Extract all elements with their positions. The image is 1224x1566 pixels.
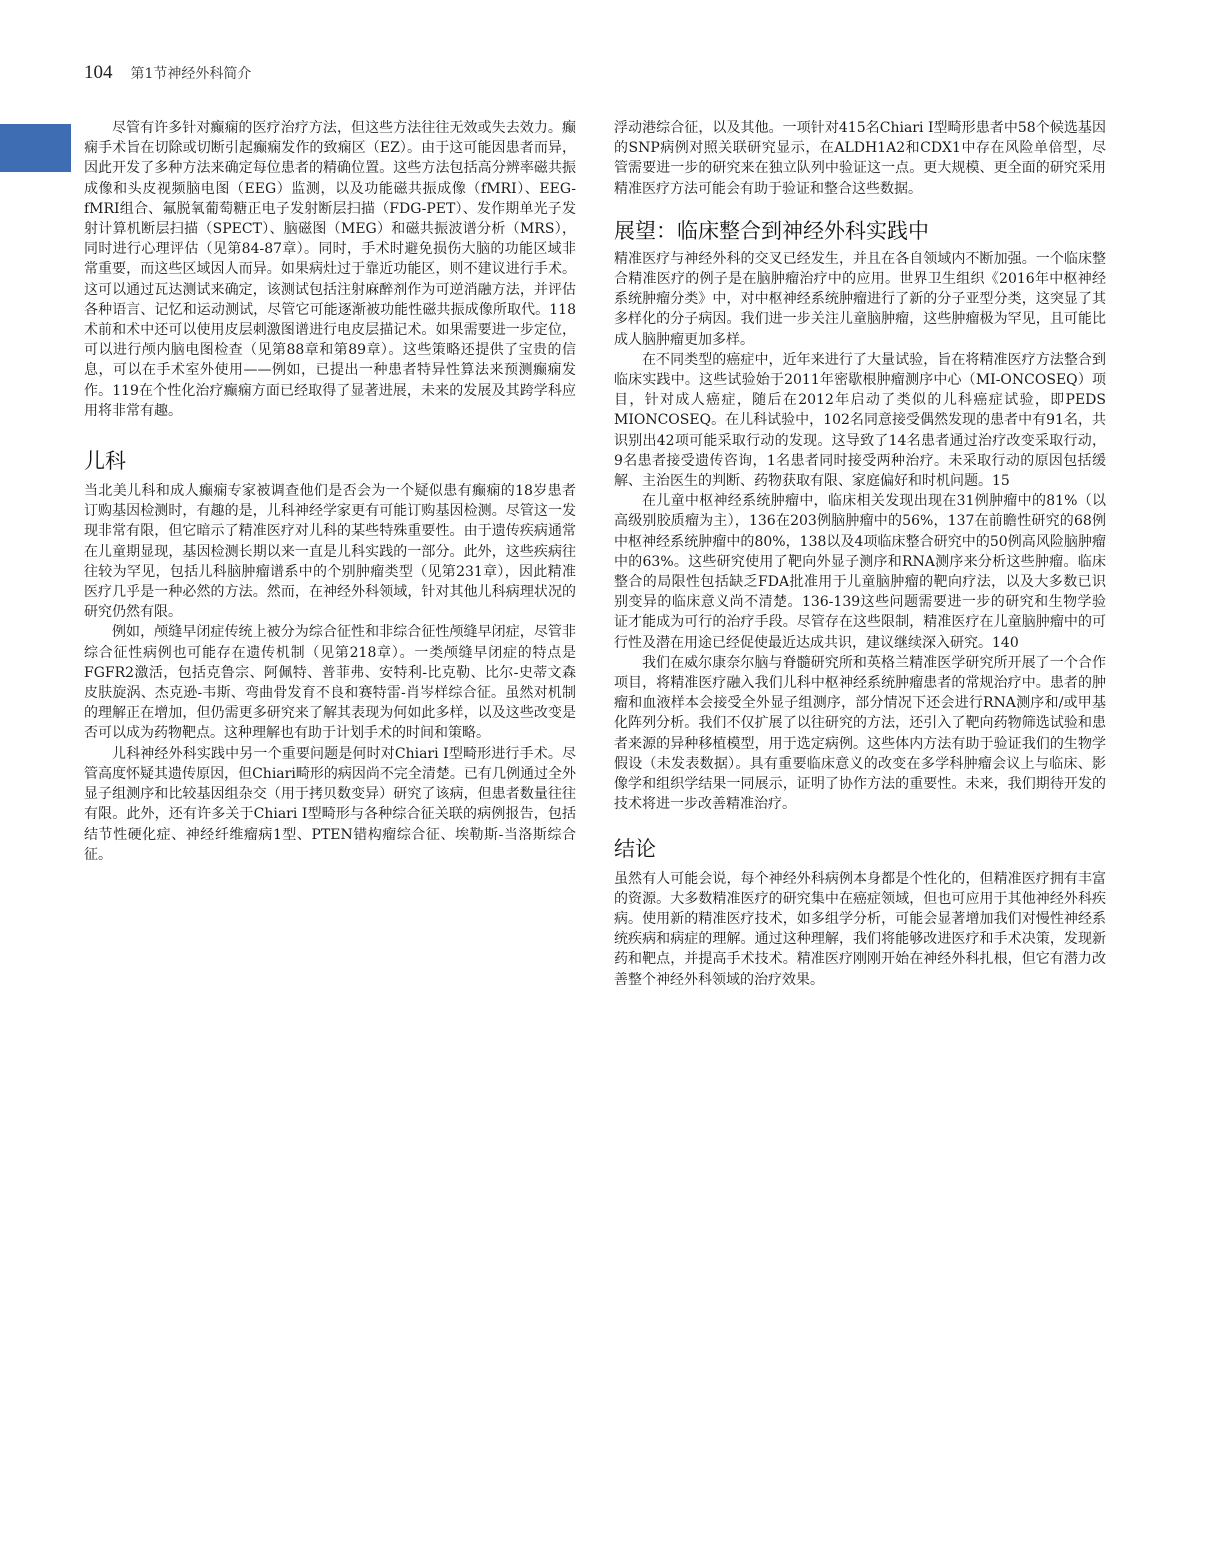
body-paragraph: 我们在威尔康奈尔脑与脊髓研究所和英格兰精准医学研究所开展了一个合作项目，将精准医疗融入我们儿科中枢神经系统肿瘤患者的常规治疗中。患者的肿瘤和血液样本会接受全外显子组测序，部分情况下还会进行RNA测序和/或甲基化阵列分析。我们不仅扩展了以往研究的方法，还引入了靶向药物筛选试验和患者来源的异种移植模型，用于选定病例。这些体内方法有助于验证我们的生物学假设（未发表数据）。具有重要临床意义的改变在多学科肿瘤会议上与临床、影像学和组织学结果一同展示，证明了协作方法的重要性。未来，我们期待开发的技术将进一步改善精准治疗。 xyxy=(614,654,1106,813)
left-column xyxy=(84,118,576,865)
page-number: 104 xyxy=(84,62,113,83)
section-heading-conclusion: 结论 xyxy=(614,836,656,861)
running-title: 第1节神经外科简介 xyxy=(130,66,252,82)
chapter-color-tab xyxy=(0,124,71,172)
body-paragraph: 当北美儿科和成人癫痫专家被调查他们是否会为一个疑似患有癫痫的18岁患者订购基因检测时，有趣的是，儿科神经学家更有可能订购基因检测。尽管这一发现非常有限，但它暗示了精准医疗对儿科的某些特殊重要性。由于遗传疾病通常在儿童期显现，基因检测长期以来一直是儿科实践的一部分。此外，这些疾病往往较为罕见，包括儿科脑肿瘤谱系中的个别肿瘤类型（见第231章），因此精准医疗几乎是一种必然的方法。然而，在神经外科领域，针对其他儿科病理状况的研究仍然有限。 xyxy=(84,483,576,621)
body-paragraph: 例如，颅缝早闭症传统上被分为综合征性和非综合征性颅缝早闭症，尽管非综合征性病例也可能存在遗传机制（见第218章）。一类颅缝早闭症的特点是FGFR2激活，包括克鲁宗、阿佩特、普菲弗、安特利-比克勒、比尔-史蒂文森皮肤旋涡、杰克逊-韦斯、弯曲骨发育不良和赛特雷-肖岑样综合征。虽然对机制的理解正在增加，但仍需更多研究来了解其表现为何如此多样，以及这些改变是否可以成为药物靶点。这种理解也有助于计划手术的时间和策略。 xyxy=(84,624,576,742)
page-header xyxy=(84,62,251,86)
body-paragraph: 浮动港综合征，以及其他。一项针对415名Chiari I型畸形患者中58个候选基因的SNP病例对照关联研究显示，在ALDH1A2和CDX1中存在风险单倍型，尽管需要进一步的研究来在独立队列中验证这一点。更大规模、更全面的研究采用精准医疗方法可能会有助于验证和整合这些数据。 xyxy=(614,120,1106,197)
body-paragraph: 精准医疗与神经外科的交叉已经发生，并且在各自领域内不断加强。一个临床整合精准医疗的例子是在脑肿瘤治疗中的应用。世界卫生组织《2016年中枢神经系统肿瘤分类》中，对中枢神经系统肿瘤进行了新的分子亚型分类，这突显了其多样化的分子病因。我们进一步关注儿童脑肿瘤，这些肿瘤极为罕见，且可能比成人脑肿瘤更加多样。 xyxy=(614,250,1106,348)
body-paragraph: 在不同类型的癌症中，近年来进行了大量试验，旨在将精准医疗方法整合到临床实践中。这些试验始于2011年密歇根肿瘤测序中心（MI-ONCOSEQ）项目，针对成人癌症，随后在2012年启动了类似的儿科癌症试验，即PEDS MIONCOSEQ。在儿科试验中，102名同意接受偶然发现的患者中有91名，共识别出42项可能采取行动的发现。这导致了14名患者通过治疗改变采取行动，9名患者接受遗传咨询，1名患者同时接受两种治疗。未采取行动的原因包括缓解、主治医生的判断、药物获取有限、家庭偏好和时机问题。15 xyxy=(614,351,1106,490)
section-heading-outlook: 展望：临床整合到神经外科实践中 xyxy=(614,218,929,243)
body-paragraph: 尽管有许多针对癫痫的医疗治疗方法，但这些方法往往无效或失去效力。癫痫手术旨在切除或切断引起癫痫发作的致痫区（EZ）。由于这可能因患者而异，因此开发了多种方法来确定每位患者的精确位置。这些方法包括高分辨率磁共振成像和头皮视频脑电图（EEG）监测，以及功能磁共振成像（fMRI）、EEG-fMRI组合、氟脱氧葡萄糖正电子发射断层扫描（FDG-PET）、发作期单光子发射计算机断层扫描（SPECT）、脑磁图（MEG）和磁共振波谱分析（MRS），同时进行心理评估（见第84-87章）。同时，手术时避免损伤大脑的功能区域非常重要，而这些区域因人而异。如果病灶过于靠近功能区，则不建议进行手术。这可以通过瓦达测试来确定，该测试包括注射麻醉剂作为可逆消融方法，并评估各种语言、记忆和运动测试，尽管它可能逐渐被功能性磁共振成像所取代。118术前和术中还可以使用皮层刺激图谱进行电皮层描记术。如果需要进一步定位，可以进行颅内脑电图检查（见第88章和第89章）。这些策略还提供了宝贵的信息，可以在手术室外使用——例如，已提出一种患者特异性算法来预测癫痫发作。119在个性化治疗癫痫方面已经取得了显著进展，未来的发展及其跨学科应用将非常有趣。 xyxy=(84,120,576,419)
body-paragraph: 在儿童中枢神经系统肿瘤中，临床相关发现出现在31例肿瘤中的81%（以高级别胶质瘤为主），136在203例脑肿瘤中的56%，137在前瞻性研究的68例中枢神经系统肿瘤中的80%，138以及4项临床整合研究中的50例高风险脑肿瘤中的63%。这些研究使用了靶向外显子测序和RNA测序来分析这些肿瘤。临床整合的局限性包括缺乏FDA批准用于儿童脑肿瘤的靶向疗法，以及大多数已识别变异的临床意义尚不清楚。136-139这些问题需要进一步的研究和生物学验证才能成为可行的治疗手段。尽管存在这些限制，精准医疗在儿童脑肿瘤中的可行性及潜在用途已经促使最近达成共识，建议继续深入研究。140 xyxy=(614,493,1106,651)
body-paragraph: 虽然有人可能会说，每个神经外科病例本身都是个性化的，但精准医疗拥有丰富的资源。大多数精准医疗的研究集中在癌症领域，但也可应用于其他神经外科疾病。使用新的精准医疗技术，如多组学分析，可能会显著增加我们对慢性神经系统疾病和病症的理解。通过这种理解，我们将能够改进医疗和手术决策，发现新药和靶点，并提高手术技术。精准医疗刚刚开始在神经外科扎根，但它有潜力改善整个神经外科领域的治疗效果。 xyxy=(614,870,1106,988)
section-heading-pediatrics: 儿科 xyxy=(84,449,126,474)
body-paragraph: 儿科神经外科实践中另一个重要问题是何时对Chiari I型畸形进行手术。尽管高度怀疑其遗传原因，但Chiari畸形的病因尚不完全清楚。已有几例通过全外显子组测序和比较基因组杂交（用于拷贝数变异）研究了该病，但患者数量往往有限。此外，还有许多关于Chiari I型畸形与各种综合征关联的病例报告，包括结节性硬化症、神经纤维瘤病1型、PTEN错构瘤综合征、埃勒斯-当洛斯综合征。 xyxy=(84,745,576,863)
right-column xyxy=(614,118,1106,990)
